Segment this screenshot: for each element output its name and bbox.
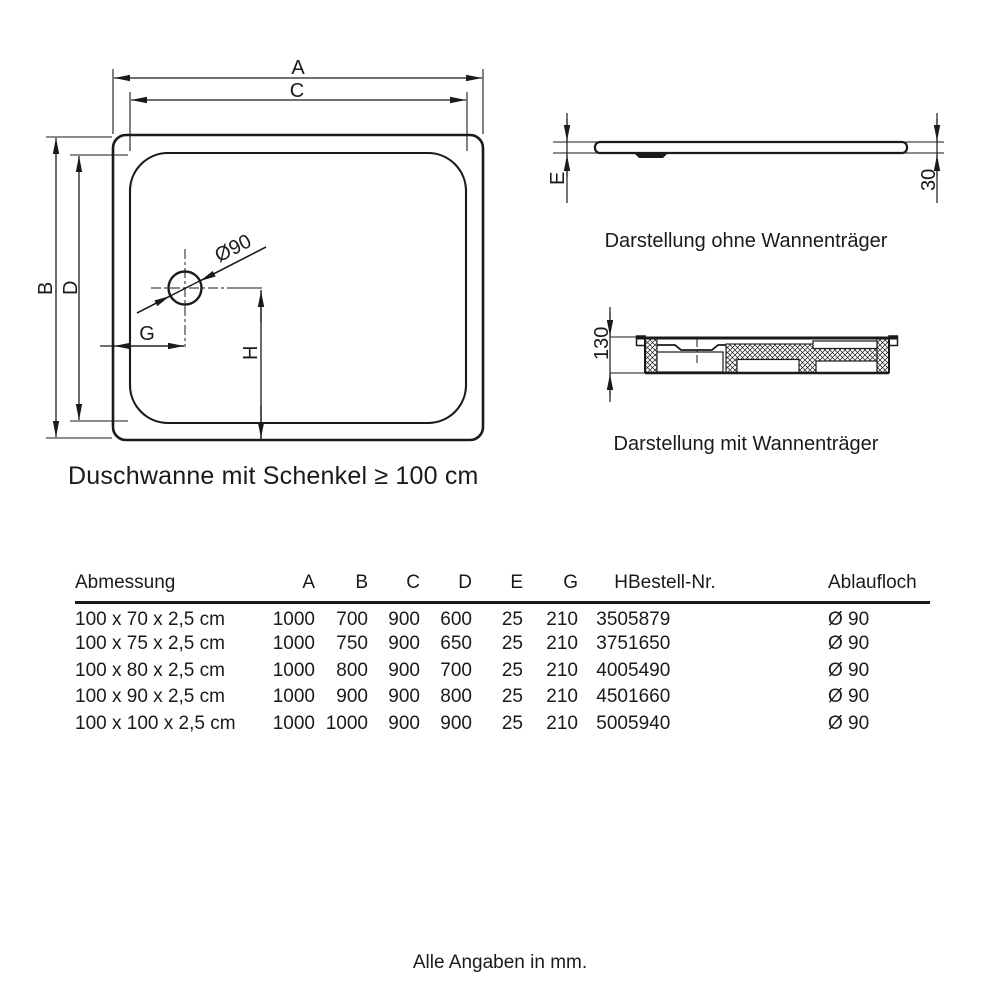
- table-cell: 5490: [628, 659, 671, 681]
- table-cell: 800: [440, 686, 472, 708]
- table-cell: 5879: [628, 609, 671, 630]
- table-cell: 210: [546, 712, 578, 734]
- table-cell: 1660: [628, 686, 671, 708]
- carrier-cutout-left: [737, 360, 799, 374]
- carrier-right-wall: [877, 338, 889, 373]
- top-view-drawing: [35, 57, 483, 440]
- column-header-0: Abmessung: [75, 572, 240, 603]
- table-cell: 210: [546, 609, 578, 630]
- table-cell: 900: [388, 633, 420, 655]
- table-row: [75, 631, 930, 658]
- table-cell: 700: [336, 609, 368, 630]
- top-view-caption: Duschwanne mit Schenkel ≥ 100 cm: [68, 462, 479, 490]
- table-row: [75, 711, 930, 738]
- table-cell: 400: [596, 659, 628, 681]
- table-cell: 100 x 90 x 2,5 cm: [75, 686, 225, 708]
- spec-table: [75, 572, 930, 737]
- dim-label-d: D: [60, 280, 82, 295]
- section-tray-bottom: [657, 345, 726, 350]
- drain-diameter-label: Ø90: [211, 230, 256, 268]
- table-cell: 210: [546, 633, 578, 655]
- column-header-4: D: [420, 572, 472, 603]
- table-cell: 900: [388, 609, 420, 630]
- carrier-left-wall: [645, 338, 657, 373]
- table-cell: 100 x 75 x 2,5 cm: [75, 633, 225, 655]
- table-cell: 450: [596, 686, 628, 708]
- table-cell: Ø 90: [828, 712, 870, 734]
- table-cell: 100 x 70 x 2,5 cm: [75, 609, 225, 630]
- table-cell: 700: [440, 659, 472, 681]
- table-cell: 350: [596, 609, 628, 630]
- table-head: [75, 572, 930, 603]
- carrier-slot-top: [813, 341, 877, 349]
- table-cell: 1000: [272, 609, 315, 630]
- dimension-130: [610, 307, 648, 402]
- dim-label-g: G: [139, 323, 155, 345]
- dim-label-a: A: [291, 57, 305, 79]
- dim-label-c: C: [289, 80, 305, 102]
- table-cell: 900: [336, 686, 368, 708]
- table-cell: 25: [501, 609, 523, 630]
- table-cell: 375: [596, 633, 628, 655]
- section-view-caption: Darstellung mit Wannenträger: [613, 433, 879, 455]
- table-cell: 900: [388, 686, 420, 708]
- table-cell: 1000: [272, 659, 315, 681]
- table-cell: 210: [546, 659, 578, 681]
- table-cell: Ø 90: [828, 609, 870, 630]
- side-view-drawing: [547, 113, 944, 203]
- table-cell: 1000: [325, 712, 368, 734]
- table-row: [75, 684, 930, 711]
- table-cell: 100 x 100 x 2,5 cm: [75, 712, 236, 734]
- column-header-8: Bestell-Nr.: [628, 572, 828, 603]
- column-header-7: H: [578, 572, 628, 603]
- table-cell: 25: [501, 633, 523, 655]
- units-note: Alle Angaben in mm.: [412, 952, 588, 973]
- dim-label-30: 30: [918, 168, 940, 191]
- side-tray-profile: [595, 142, 907, 153]
- table-cell: 600: [440, 609, 472, 630]
- table-body: [75, 603, 930, 738]
- table-cell: 100 x 80 x 2,5 cm: [75, 659, 225, 681]
- column-header-3: C: [368, 572, 420, 603]
- table-cell: 1000: [272, 686, 315, 708]
- table-cell: 800: [336, 659, 368, 681]
- table-cell: 900: [440, 712, 472, 734]
- table-cell: 500: [596, 712, 628, 734]
- carrier-cutout-right: [816, 361, 877, 373]
- table-cell: 750: [336, 633, 368, 655]
- table-cell: 25: [501, 712, 523, 734]
- dim-label-b: B: [35, 281, 57, 295]
- tray-inner-outline: [130, 153, 466, 423]
- table-cell: 210: [546, 686, 578, 708]
- table-cell: 900: [388, 659, 420, 681]
- table-cell: 1000: [272, 712, 315, 734]
- drain-diameter-callout: [137, 247, 266, 313]
- side-view-caption: Darstellung ohne Wannenträger: [604, 230, 888, 252]
- column-header-6: G: [523, 572, 578, 603]
- dim-label-e: E: [547, 171, 569, 185]
- table-cell: 25: [501, 659, 523, 681]
- column-header-5: E: [472, 572, 523, 603]
- table-cell: Ø 90: [828, 659, 870, 681]
- table-cell: 1650: [628, 633, 671, 655]
- table-cell: 5940: [628, 712, 671, 734]
- table-row: [75, 603, 930, 632]
- column-header-1: A: [240, 572, 315, 603]
- table-cell: Ø 90: [828, 686, 870, 708]
- section-view-drawing: [591, 307, 898, 402]
- table-header-row: [75, 572, 930, 603]
- table-cell: 900: [388, 712, 420, 734]
- dimension-e: [553, 113, 597, 203]
- column-header-2: B: [315, 572, 368, 603]
- table-cell: 25: [501, 686, 523, 708]
- table-row: [75, 658, 930, 685]
- table-cell: 650: [440, 633, 472, 655]
- table-cell: Ø 90: [828, 633, 870, 655]
- column-header-9: Ablaufloch: [828, 572, 930, 603]
- dim-label-h: H: [240, 345, 262, 360]
- table-cell: 1000: [272, 633, 315, 655]
- dim-label-130: 130: [591, 326, 613, 360]
- section-cavity-left: [657, 352, 723, 372]
